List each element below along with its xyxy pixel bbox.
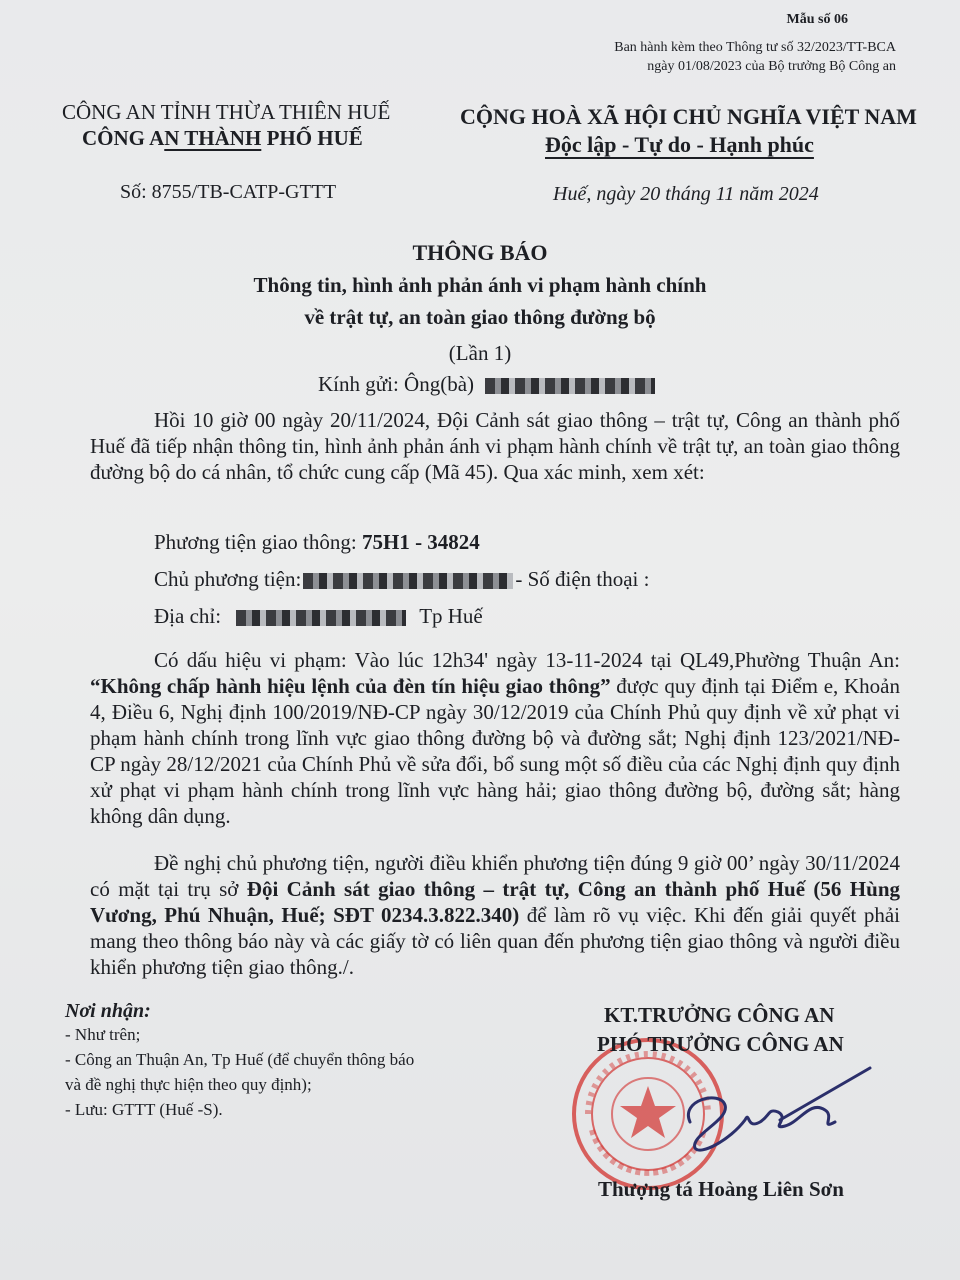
recipient-item: - Lưu: GTTT (Huế -S). [65, 1100, 223, 1119]
form-issuance-line: Ban hành kèm theo Thông tư số 32/2023/TT-BCA [614, 40, 896, 55]
national-motto: Độc lập - Tự do - Hạnh phúc [545, 132, 814, 157]
paragraph-request: Đề nghị chủ phương tiện, người điều khiển phương tiện đúng 9 giờ 00’ ngày 30/11/2024 có mặt tại trụ sở Đội Cảnh sát giao thông – trật tự, Công an thành phố Huế (56 Hùng Vương, Phú Nhuận, Huế; SĐT 0234.3.822.340) để làm rõ vụ việc. Khi đến giải quyết phải mang theo thông báo này và các giấy tờ có liên quan đến phương tiện giao thông và người điều khiển phương tiện giao thông./. [90, 851, 900, 979]
owner-line: Chủ phương tiện: - Số điện thoại : [154, 567, 650, 591]
signer-name: Thượng tá Hoàng Liên Sơn [598, 1177, 844, 1201]
signature-title-2: PHÓ TRƯỞNG CÔNG AN [597, 1032, 844, 1056]
recipient-item: - Như trên; [65, 1025, 141, 1044]
violation-description: “Không chấp hành hiệu lệnh của đèn tín hiệu giao thông” [90, 674, 611, 698]
addressee-line [318, 372, 655, 397]
issuing-agency: CÔNG AN THÀNH PHỐ HUẾ [82, 126, 363, 150]
form-number: Mẫu số 06 [786, 12, 848, 27]
redacted-address [236, 610, 406, 626]
paragraph-violation: Có dấu hiệu vi phạm: Vào lúc 12h34' ngày 13-11-2024 tại QL49,Phường Thuận An: “Không chấp hành hiệu lệnh của đèn tín hiệu giao thông” được quy định tại Điểm e, Khoản 4, Điều 6, Nghị định 100/2019/NĐ-CP ngày 30/12/2019 của Chính Phủ quy định về xử phạt vi phạm hành chính trong lĩnh vực giao thông đường bộ và đường sắt; Nghị định 123/2021/NĐ-CP ngày 28/12/2021 của Chính Phủ về sửa đổi, bổ sung một số điều của các Nghị định quy định xử phạt vi phạm hành chính trong lĩnh vực hàng hải; giao thông đường bộ, đường sắt; hàng không dân dụng. [90, 648, 900, 828]
vehicle-plate: 75H1 - 34824 [361, 530, 480, 554]
redacted-name [485, 378, 655, 394]
notice-round: (Lần 1) [448, 341, 512, 365]
redacted-owner [303, 573, 513, 589]
recipient-item: và đề nghị thực hiện theo quy định); [65, 1075, 312, 1094]
form-issuance-date: ngày 01/08/2023 của Bộ trưởng Bộ Công an [647, 59, 896, 74]
notice-title: THÔNG BÁO [412, 240, 548, 265]
office-address: Đội Cảnh sát giao thông – trật tự, Công an thành phố Huế (56 Hùng Vương, Phú Nhuận, Huế; SĐT 0234.3.822.340) [90, 877, 900, 927]
document-date: Huế, ngày 20 tháng 11 năm 2024 [553, 183, 819, 205]
paragraph-receipt: Hồi 10 giờ 00 ngày 20/11/2024, Đội Cảnh sát giao thông – trật tự, Công an thành phố Huế đã tiếp nhận thông tin, hình ảnh phản ánh vi phạm hành chính về trật tự, an toàn giao thông đường bộ do cá nhân, tổ chức cung cấp (Mã 45). Qua xác minh, xem xét: [90, 408, 900, 484]
handwritten-signature [650, 1060, 880, 1170]
recipients-title: Nơi nhận: [65, 1000, 151, 1022]
notice-subtitle-2: về trật tự, an toàn giao thông đường bộ [304, 305, 656, 329]
document-number: Số: 8755/TB-CATP-GTTT [120, 181, 337, 203]
address-line: Địa chỉ: Tp Huế [154, 604, 483, 628]
vehicle-line: Phương tiện giao thông: 75H1 - 34824 [154, 530, 480, 554]
parent-agency: CÔNG AN TỈNH THỪA THIÊN HUẾ [62, 100, 391, 124]
recipient-item: - Công an Thuận An, Tp Huế (để chuyển thông báo [65, 1050, 415, 1069]
national-title: CỘNG HOÀ XÃ HỘI CHỦ NGHĨA VIỆT NAM [460, 104, 917, 129]
signature-title-1: KT.TRƯỞNG CÔNG AN [604, 1003, 835, 1027]
notice-subtitle-1: Thông tin, hình ảnh phản ánh vi phạm hành chính [253, 273, 707, 297]
addressee-label: Kính gửi: Ông(bà) [318, 372, 475, 396]
